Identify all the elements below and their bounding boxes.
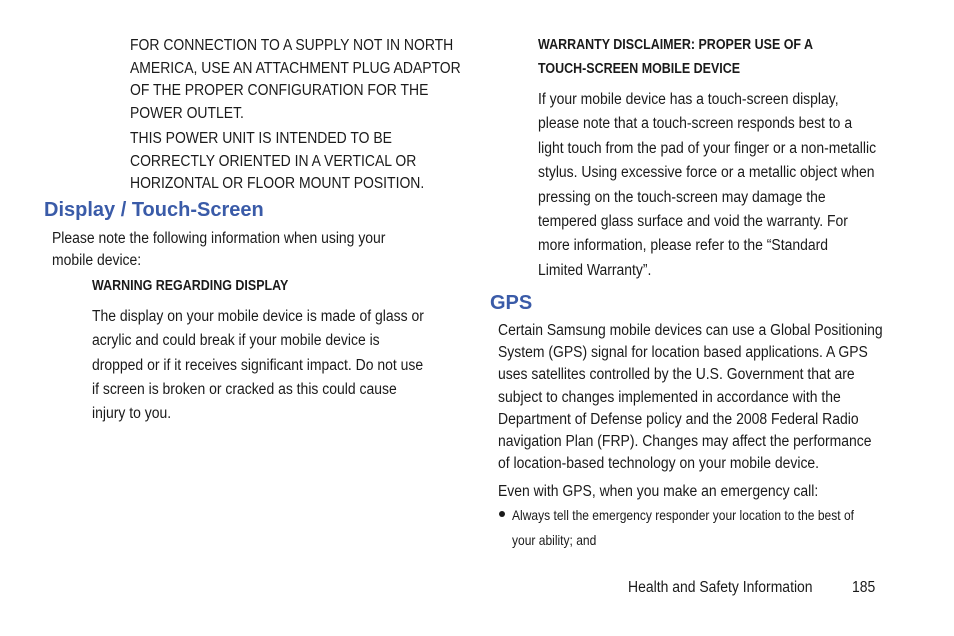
warranty-heading (538, 33, 813, 81)
warranty-body-line: please note that a touch-screen responds best to a (538, 115, 853, 133)
gps-body-line: subject to changes implemented in accordance with the (498, 388, 841, 406)
warranty-body (538, 88, 876, 283)
power-notice-1-line: OF THE PROPER CONFIGURATION FOR THE (130, 82, 429, 100)
display-touch-screen-heading: Display / Touch-Screen (44, 199, 264, 221)
power-notice-2 (130, 128, 424, 196)
gps-body-line: uses satellites controlled by the U.S. Government that are (498, 366, 855, 384)
warranty-body-line: stylus. Using excessive force or a metallic object when (538, 164, 875, 182)
warranty-body-line: pressing on the touch-screen may damage the (538, 188, 826, 206)
page-number: 185 (852, 579, 876, 596)
bullet-icon (499, 511, 505, 517)
warranty-body-line: light touch from the pad of your finger or a non-metallic (538, 139, 877, 157)
gps-body-line: of location-based technology on your mobile device. (498, 455, 820, 473)
warning-body-line: acrylic and could break if your mobile device is (92, 332, 380, 350)
warranty-body-line: more information, please refer to the “Standard (538, 237, 829, 255)
power-notice-1-line: POWER OUTLET. (130, 104, 244, 122)
display-intro-line: mobile device: (52, 252, 142, 270)
power-notice-2-line: THIS POWER UNIT IS INTENDED TO BE (130, 130, 392, 147)
gps-emergency-text: Even with GPS, when you make an emergency call: (498, 483, 819, 500)
warning-body-line: dropped or if it receives significant impact. Do not use (92, 356, 424, 374)
gps-body-line: Department of Defense policy and the 2008 Federal Radio (498, 410, 859, 428)
gps-bullet-line: Always tell the emergency responder your location to the best of (512, 507, 854, 523)
power-notice-1-line: AMERICA, USE AN ATTACHMENT PLUG ADAPTOR (130, 59, 461, 77)
warning-body (92, 305, 424, 426)
gps-bullet-line: your ability; and (512, 532, 597, 548)
power-notice-1 (130, 35, 461, 125)
warranty-body-line: If your mobile device has a touch-screen display, (538, 91, 839, 108)
warning-body-line: The display on your mobile device is made of glass or (92, 308, 424, 325)
gps-body (498, 320, 883, 475)
power-notice-1-line: FOR CONNECTION TO A SUPPLY NOT IN NORTH (130, 37, 454, 54)
gps-heading: GPS (490, 292, 533, 314)
warranty-heading-line: TOUCH-SCREEN MOBILE DEVICE (538, 61, 741, 77)
display-intro (52, 228, 385, 273)
gps-bullet-item (512, 503, 854, 553)
footer-section-title: Health and Safety Information (628, 579, 813, 596)
display-intro-line: Please note the following information when using your (52, 230, 386, 247)
warranty-body-line: Limited Warranty”. (538, 261, 652, 279)
power-notice-2-line: CORRECTLY ORIENTED IN A VERTICAL OR (130, 152, 417, 170)
warning-heading: WARNING REGARDING DISPLAY (92, 278, 289, 294)
gps-body-line: System (GPS) signal for location based applications. A GPS (498, 344, 868, 362)
warning-body-line: injury to you. (92, 405, 172, 423)
warranty-heading-line: WARRANTY DISCLAIMER: PROPER USE OF A (538, 37, 814, 53)
gps-body-line: navigation Plan (FRP). Changes may affect the performance (498, 433, 872, 451)
gps-body-line: Certain Samsung mobile devices can use a Global Positioning (498, 322, 883, 339)
power-notice-2-line: HORIZONTAL OR FLOOR MOUNT POSITION. (130, 175, 425, 193)
warning-body-line: if screen is broken or cracked as this could cause (92, 380, 397, 398)
warranty-body-line: tempered glass surface and void the warranty. For (538, 213, 848, 231)
